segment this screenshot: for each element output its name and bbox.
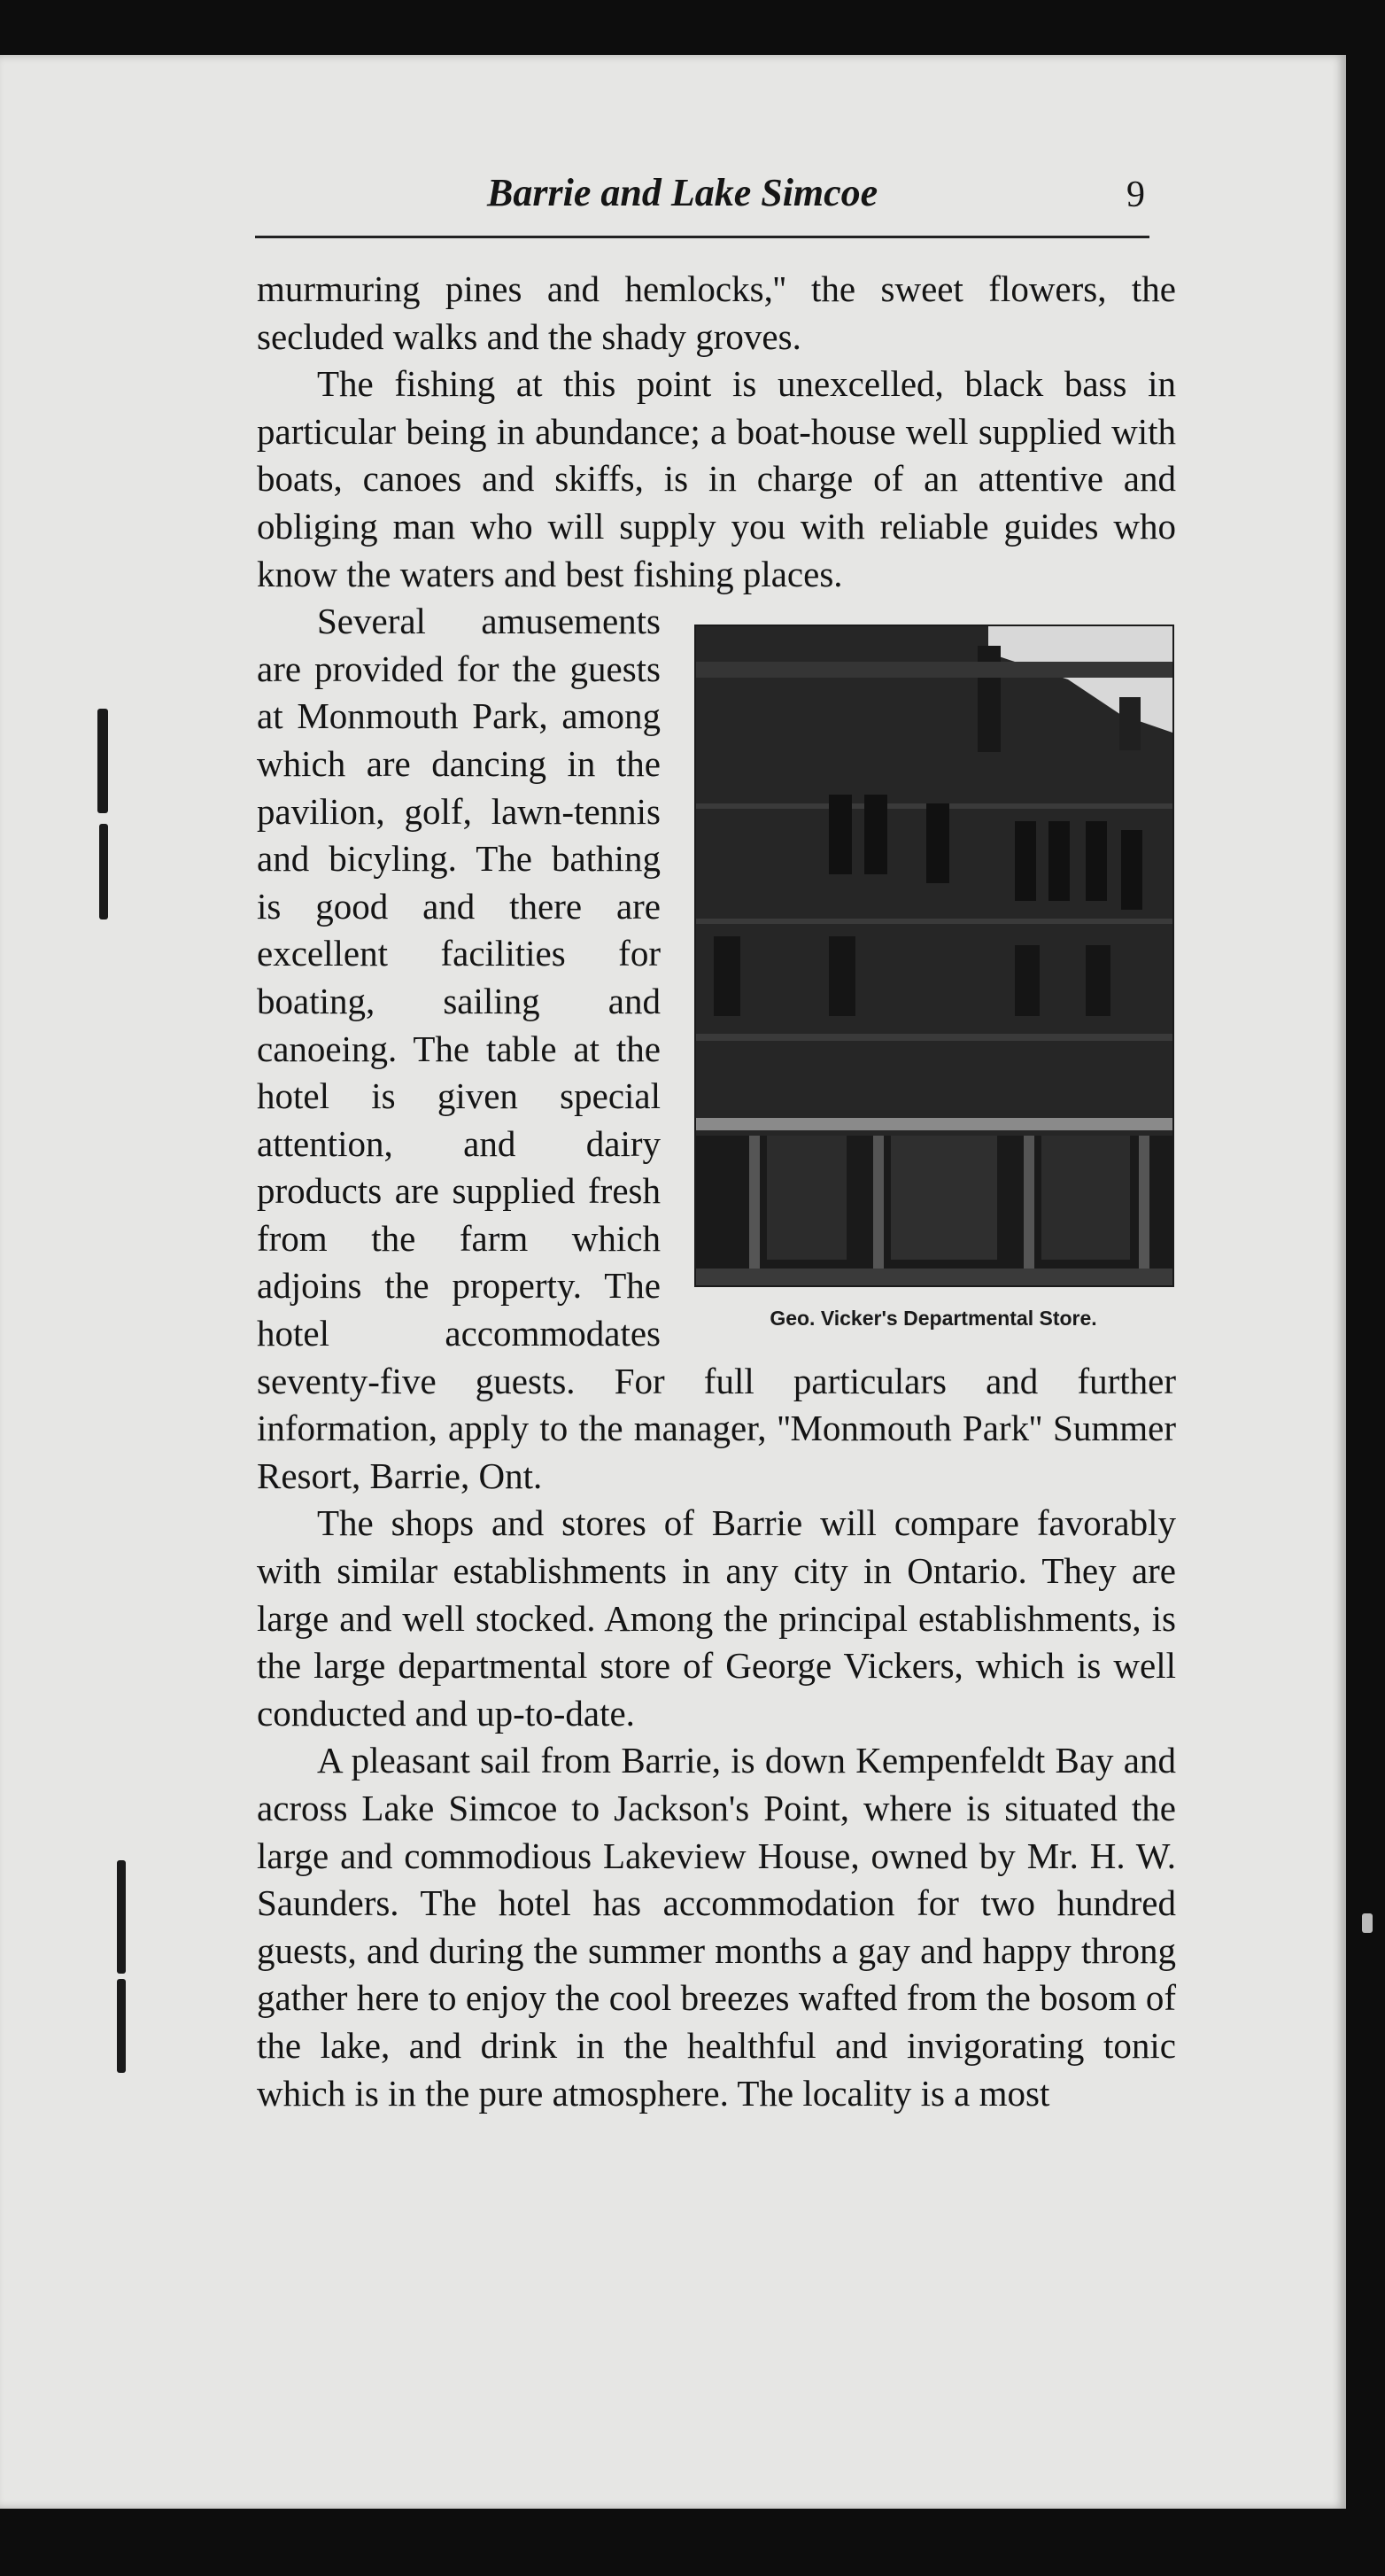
header-rule [255,236,1149,238]
margin-mark [97,709,108,813]
paragraph: The fishing at this point is unexcelled, black bass in particular being in abundance; a boat-house well supplied with boats, canoes and skiffs, is in charge of an attentive and obliging man who will supply you with reliable guides who know the waters and best fishing places. [257,363,1176,594]
margin-mark [99,824,108,919]
margin-mark [117,1860,126,1974]
body-text [257,266,1176,2117]
paragraph: murmuring pines and hemlocks,'' the sweet flowers, the secluded walks and the shady groves. [257,268,1176,357]
figure [691,625,1176,1331]
page-number: 9 [1126,175,1145,215]
margin-mark [117,1979,126,2073]
running-header-title: Barrie and Lake Simcoe [487,171,878,214]
paragraph: A pleasant sail from Barrie, is down Kempenfeldt Bay and across Lake Simcoe to Jackson's Point, where is situated the large and commodious Lakeview House, owned by Mr. H. W. Saunders. The hotel has accommodation for two hundred guests, and during the summer months a gay and happy throng gather here to enjoy the cool breezes wafted from the bosom of the lake, and drink in the healthful and invigorating tonic which is in the pure atmosphere. The locality is a most [257,1740,1176,2114]
paragraph: Several amusements are provided for the guests at Monmouth Park, among which are dancing in the pavilion, golf, lawn-tennis and bicyling. The bathing is good and there are excellent facilities for boating, sailing and canoeing. The table at the hotel is given special attention, and dairy products are supplied fresh from the farm which adjoins the property. The hotel accommodates seventy-five guests. For full particulars and further information, apply to the manager, ''Monmouth Park'' Summer Resort, Barrie, Ont. [257,601,1176,1496]
margin-mark [1362,1913,1373,1933]
store-photo [694,625,1174,1287]
figure-caption: Geo. Vicker's Departmental Store. [770,1307,1097,1331]
paragraph: The shops and stores of Barrie will compare favorably with similar establishments in any city in Ontario. They are large and well stocked. Among the principal establishments, is the large departmental store of George Vickers, which is well conducted and up-to-date. [257,1502,1176,1734]
